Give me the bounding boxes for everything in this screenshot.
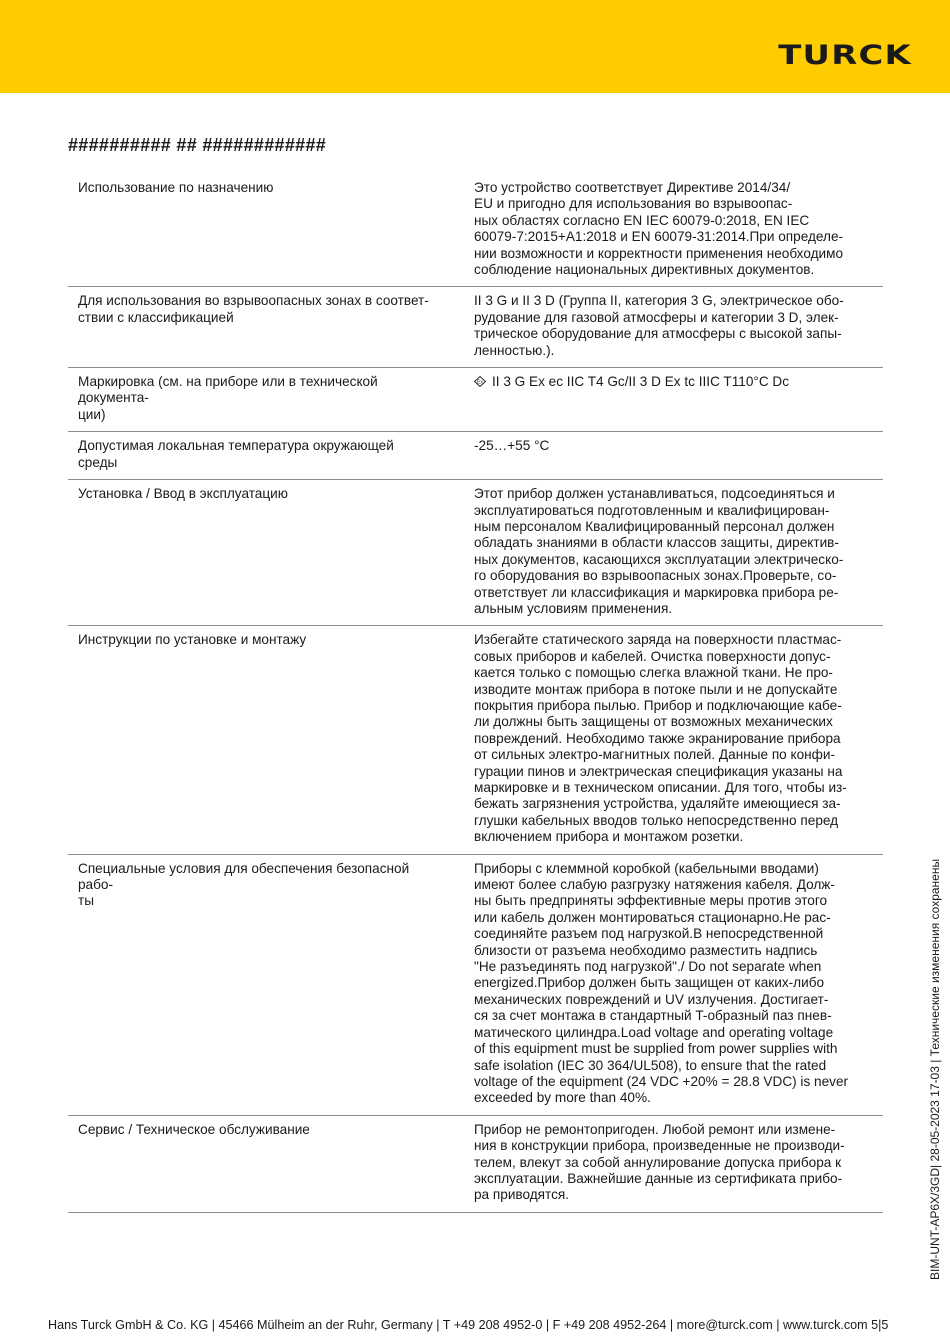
spec-value-line: ных областях согласно EN IEC 60079-0:2018, EN IEC: [474, 212, 810, 228]
spec-value: [474, 293, 874, 359]
spec-value-line: рудование для газовой атмосферы и категории 3 D, элек-: [474, 309, 839, 325]
spec-value-line: EU и пригодно для использования во взрывоопас-: [474, 196, 793, 212]
spec-value-line: соблюдение национальных директивных документов.: [474, 262, 815, 278]
spec-value-line: трическое оборудование для атмосферы с высокой запы-: [474, 326, 842, 342]
section-title: ########## ## ############: [68, 135, 327, 155]
spec-row: [68, 174, 883, 287]
spec-value-line: го оборудования во взрывоопасных зонах.Проверьте, со-: [474, 568, 837, 584]
spec-value: [474, 374, 874, 423]
spec-value-line: "Не разъединять под нагрузкой"./ Do not separate when: [474, 959, 822, 975]
spec-value-line: эксплуатироваться подготовленным и квалифицирован-: [474, 502, 830, 518]
spec-value-line: изводите монтаж прибора в потоке пыли и не допускайте: [474, 681, 838, 697]
spec-value-line: ленностью.).: [474, 342, 555, 358]
spec-label: Для использования во взрывоопасных зонах в соответ- ствии с классификацией: [78, 293, 429, 325]
spec-value-line: глушки кабельных вводов только непосредственно перед: [474, 812, 839, 828]
spec-value-line: 60079-7:2015+A1:2018 и EN 60079-31:2014.При определе-: [474, 229, 844, 245]
spec-value-line: гурации пинов и электрическая спецификация указаны на: [474, 763, 843, 779]
spec-value: [474, 438, 874, 471]
spec-label: Допустимая локальная температура окружающей среды: [78, 438, 394, 470]
header-band: [0, 0, 950, 93]
turck-logo: TURCK: [778, 40, 912, 71]
spec-value-line: II 3 G и II 3 D (Группа II, категория 3 G, электрическое обо-: [474, 293, 844, 309]
spec-value: [474, 861, 874, 1107]
spec-value-line: матического цилиндра.Load voltage and operating voltage: [474, 1024, 834, 1040]
spec-value-line: эксплуатации. Важнейшие данные из сертификата прибо-: [474, 1170, 843, 1186]
spec-label: Установка / Ввод в эксплуатацию: [78, 486, 288, 502]
spec-value-line: бежать загрязнения устройства, удаляйте имеющиеся за-: [474, 796, 841, 812]
spec-value-line: нии возможности и корректности применения необходимо: [474, 245, 844, 261]
spec-value-line: Приборы с клеммной коробкой (кабельными вводами): [474, 860, 819, 876]
side-document-id: BIM-UNT-AP6X/3GD| 28-05-2023 17-03 | Технические изменения сохранены: [928, 858, 942, 1280]
spec-value-line: обладать знаниями в области классов защиты, директив-: [474, 535, 839, 551]
spec-row: [68, 855, 883, 1116]
ex-marking-icon: [474, 376, 486, 387]
spec-value-line: покрытия прибора пылью. Прибор и подключающие кабе-: [474, 697, 842, 713]
spec-value-line: альным условиям применения.: [474, 600, 673, 616]
spec-value-line: Избегайте статического заряда на поверхности пластмас-: [474, 632, 842, 648]
spec-row: [68, 480, 883, 626]
spec-value: [474, 486, 874, 617]
spec-value-line: имеют более слабую разгрузку натяжения кабеля. Долж-: [474, 877, 835, 893]
spec-value-line: телем, влекут за собой аннулирование допуска прибора к: [474, 1154, 842, 1170]
spec-value: [474, 1122, 874, 1204]
spec-value-line: ра приводятся.: [474, 1187, 570, 1203]
svg-text:Ex: Ex: [477, 379, 483, 386]
spec-value-line: [474, 374, 874, 390]
footer-contact: Hans Turck GmbH & Co. KG | 45466 Mülheim an der Ruhr, Germany | T +49 208 4952-0 | F +49 208 4952-264 | more@turck.com | www.turck.com 5|5: [48, 1318, 889, 1332]
spec-value-line: ся за счет монтажа в стандартный T-образный паз пнев-: [474, 1008, 832, 1024]
spec-value-line: exceeded by more than 40%.: [474, 1090, 651, 1106]
spec-row: [68, 287, 883, 368]
spec-value-line: -25…+55 °C: [474, 438, 550, 454]
spec-value-line: повреждений. Необходимо также экранирование прибора: [474, 730, 841, 746]
spec-value-line: ли должны быть защищены от возможных механических: [474, 714, 833, 730]
spec-value-line: Прибор не ремонтопригоден. Любой ремонт или измене-: [474, 1121, 836, 1137]
spec-value-line: совых приборов и кабелей. Очистка поверхности допус-: [474, 648, 831, 664]
spec-value-line: механических повреждений и UV излучения. Достигает-: [474, 991, 829, 1007]
spec-label: Специальные условия для обеспечения безопасной рабо- ты: [78, 860, 410, 909]
spec-row: [68, 1116, 883, 1213]
spec-value-line: маркировке и в техническом описании. Для того, чтобы из-: [474, 780, 847, 795]
spec-label: Маркировка (см. на приборе или в технической документа- ции): [78, 374, 378, 422]
spec-value-line: включением прибора и монтажом розетки.: [474, 829, 744, 845]
spec-value-line: energized.Прибор должен быть защищен от каких-либо: [474, 975, 825, 991]
spec-value-line: ответствует ли классификация и маркировка прибора ре-: [474, 584, 839, 600]
spec-value-line: safe isolation (IEC 30 364/UL508), to ensure that the rated: [474, 1057, 827, 1073]
spec-row: [68, 368, 883, 432]
spec-value-line: кается только с помощью слегка влажной ткани. Не про-: [474, 665, 833, 681]
spec-row: [68, 432, 883, 480]
spec-value-line: of this equipment must be supplied from power supplies with: [474, 1041, 838, 1057]
spec-value-line: Этот прибор должен устанавливаться, подсоединяться и: [474, 486, 835, 502]
spec-value-line: соединяйте разъем под нагрузкой.В непосредственной: [474, 926, 824, 942]
spec-label: Сервис / Техническое обслуживание: [78, 1121, 310, 1137]
spec-value-line: от сильных электро-магнитных полей. Данные по конфи-: [474, 747, 835, 763]
spec-value-line: или кабель должен монтироваться стационарно.Не рас-: [474, 909, 831, 925]
spec-value: [474, 180, 874, 278]
spec-table: [68, 174, 883, 1213]
spec-label: Инструкции по установке и монтажу: [78, 632, 307, 648]
spec-value-line: voltage of the equipment (24 VDC +20% = 28.8 VDC) is never: [474, 1073, 849, 1089]
spec-value-line: ных документов, касающихся эксплуатации электрическо-: [474, 551, 844, 567]
spec-value-line: ния в конструкции прибора, произведенные не производи-: [474, 1138, 845, 1154]
spec-value-line: ным персоналом Квалифицированный персонал должен: [474, 518, 835, 534]
spec-value: [474, 632, 874, 845]
spec-label: Использование по назначению: [78, 180, 274, 195]
spec-value-text: II 3 G Ex ec IIC T4 Gc/II 3 D Ex tc IIIC T110°C Dc: [492, 374, 790, 390]
spec-value-line: близости от разъема необходимо разместить надпись: [474, 942, 818, 958]
spec-row: [68, 626, 883, 854]
spec-value-line: ны быть предприняты эффективные меры против этого: [474, 893, 828, 909]
spec-value-line: Это устройство соответствует Директиве 2014/34/: [474, 180, 791, 195]
